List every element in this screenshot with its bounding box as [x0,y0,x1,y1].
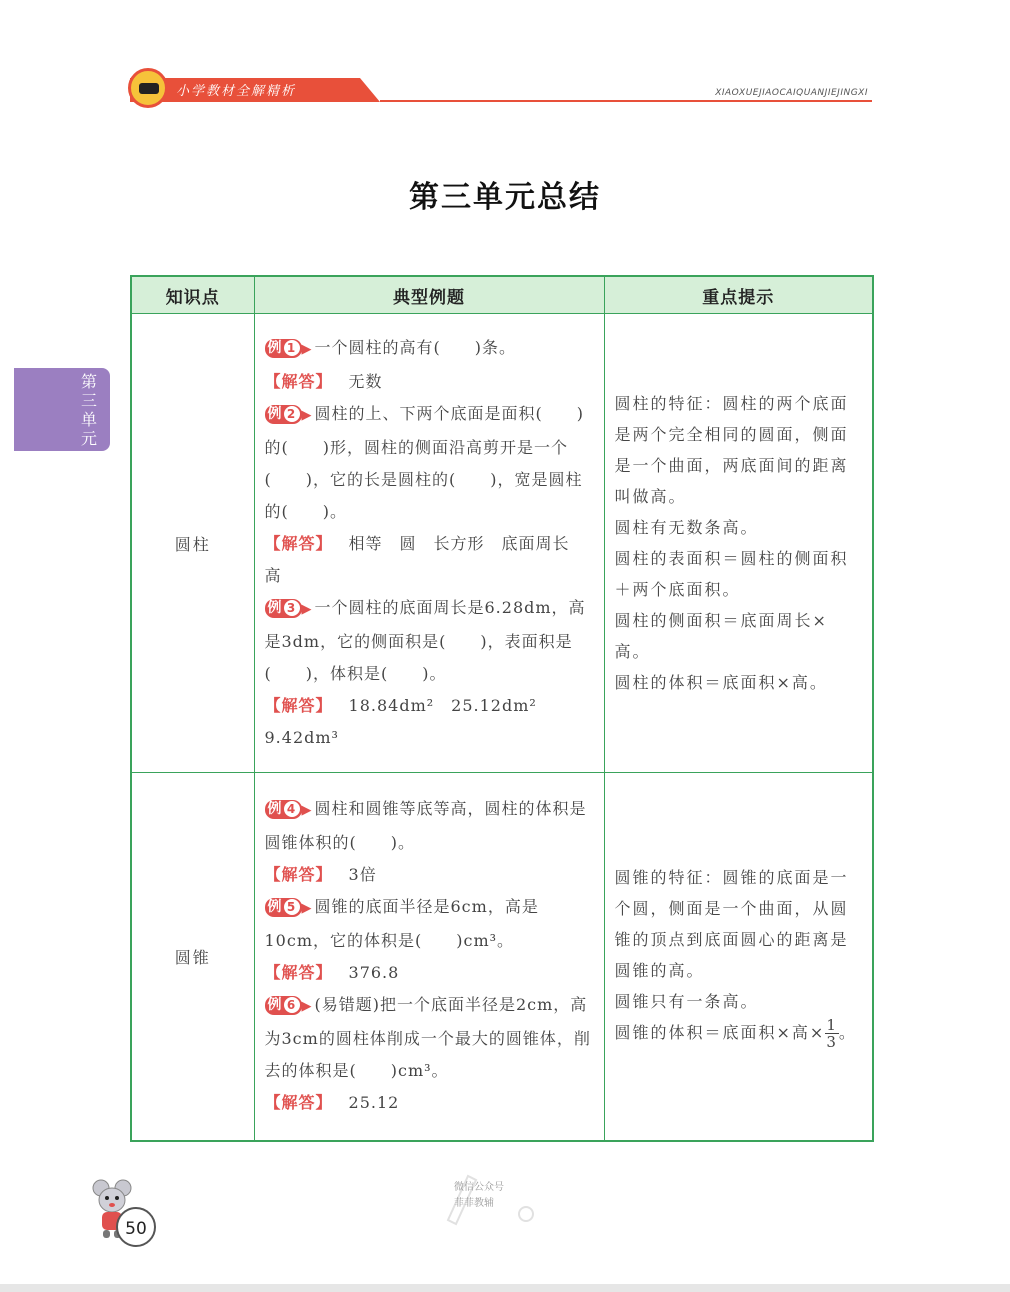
hint-item: 圆柱的侧面积＝底面周长×高。 [614,611,828,661]
example-question: 圆柱和圆锥等底等高，圆柱的体积是圆锥体积的( )。 [264,799,587,853]
example-item [265,793,596,859]
example-answer: 【解答】 无数 [264,372,383,391]
examples-cell [254,773,604,1141]
example-question: 圆锥的底面半径是6cm，高是10cm，它的体积是( )cm³。 [264,897,539,951]
example-item [265,891,596,957]
example-answer: 【解答】 25.12 [264,1093,400,1113]
header-rule [380,100,872,102]
hint-item: 圆柱的特征：圆柱的两个底面是两个完全相同的圆面，侧面是一个曲面，两底面间的距离叫做高。 [614,394,849,506]
series-title: 小学教材全解精析 [176,84,297,99]
bottom-edge [0,1284,1010,1292]
play-arrow-icon: ▶ [301,999,313,1015]
example-question: (易错题)把一个底面半径是2cm，高为3cm的圆柱体削成一个最大的圆锥体，削去的体积是( )cm³。 [264,995,591,1081]
page-title: 第三单元总结 [409,180,601,215]
column-header-hints: 重点提示 [604,276,873,314]
unit-side-tab-label: 第三单元 [80,372,97,448]
example-answer: 【解答】 3倍 [264,865,377,885]
summary-table [130,275,874,1142]
example-item [265,989,596,1087]
table-row [131,773,873,1141]
play-arrow-icon: ▶ [301,602,313,617]
example-item [265,332,596,366]
hint-item: 圆柱有无数条高。 [614,518,759,537]
table-header-row [131,276,873,314]
example-badge: 例 3 [265,599,302,618]
table-row [131,314,873,773]
examples-cell [254,314,604,773]
example-question: 圆柱的上、下两个底面是面积( )的( )形，圆柱的侧面沿高剪开是一个( )，它的长是圆柱的( )，宽是圆柱的( )。 [264,404,584,521]
hints-cell [604,773,873,1141]
watermark-text: 微信公众号 菲菲教辅 [454,1182,504,1209]
example-question: 一个圆柱的高有( )条。 [314,338,516,357]
hint-item: 圆锥只有一条高。 [614,992,759,1012]
series-pinyin: XIAOXUEJIAOCAIQUANJIEJINGXI [715,88,868,98]
play-arrow-icon: ▶ [301,408,313,423]
play-arrow-icon: ▶ [301,901,313,917]
hints-cell [604,314,873,773]
topic-cell: 圆锥 [131,773,254,1141]
column-header-topic: 知识点 [131,276,254,314]
example-badge: 例 5 [265,898,302,917]
play-arrow-icon: ▶ [301,342,313,357]
example-item [265,592,596,690]
fraction-one-third: $\frac{1}{3}$ [826,1016,838,1052]
play-arrow-icon: ▶ [301,803,313,819]
example-answer: 【解答】 18.84dm² 25.12dm² 9.42dm³ [264,696,554,747]
example-badge: 例 2 [265,405,302,424]
page-number: 50 [116,1207,156,1247]
example-answer: 【解答】 376.8 [264,963,400,983]
example-item [265,398,596,528]
hint-item: 圆柱的表面积＝圆柱的侧面积＋两个底面积。 [614,549,849,599]
example-answer: 【解答】 相等 圆 长方形 底面周长 高 [264,534,587,585]
example-badge: 例 1 [265,339,302,358]
series-logo-icon [128,68,168,108]
hint-item: 圆锥的体积＝底面积×高× $\frac{1}{3}$ 。 [614,1016,857,1052]
hint-item: 圆柱的体积＝底面积×高。 [614,673,828,692]
column-header-examples: 典型例题 [254,276,604,314]
example-question: 一个圆柱的底面周长是6.28dm，高是3dm，它的侧面积是( )，表面积是( )，体积是( )。 [264,598,586,683]
topic-cell: 圆柱 [131,314,254,773]
example-badge: 例 6 [265,996,302,1015]
hint-item: 圆锥的特征：圆锥的底面是一个圆，侧面是一个曲面，从圆锥的顶点到底面圆心的距离是圆锥的高。 [614,868,849,981]
example-badge: 例 4 [265,800,302,819]
